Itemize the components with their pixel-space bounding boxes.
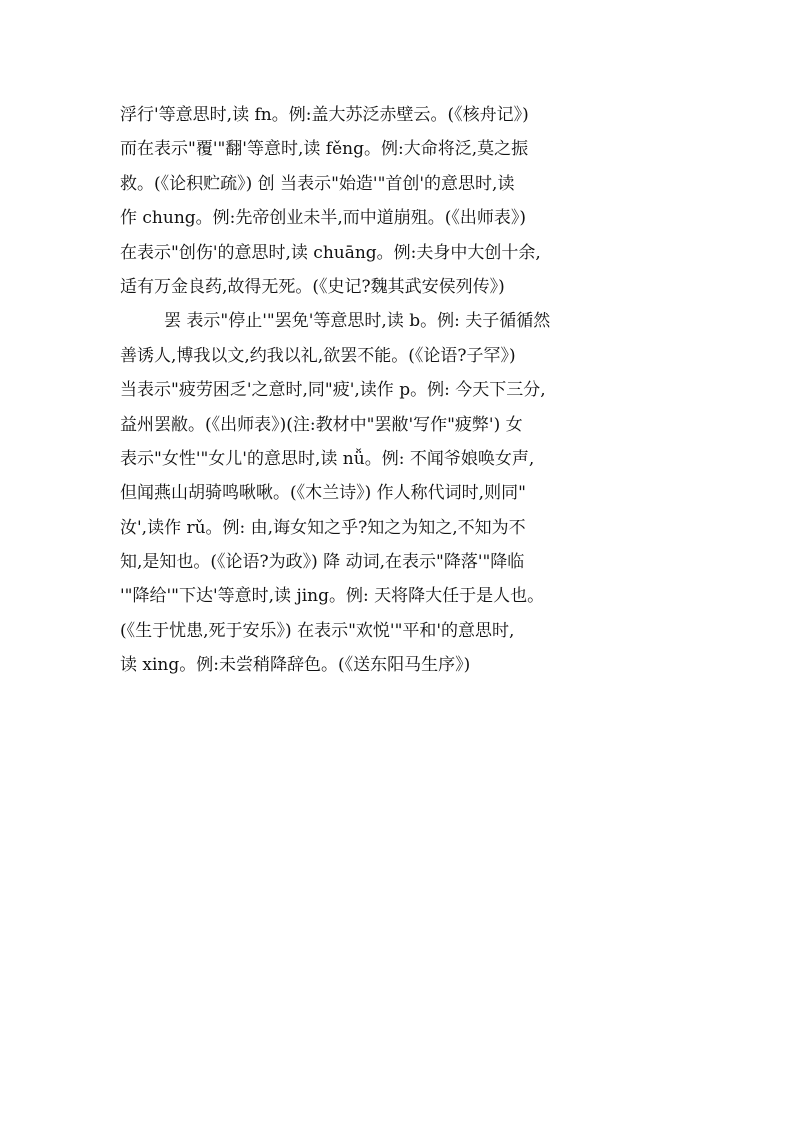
body-text [120,98,700,683]
text-line: '"降给'"下达'等意时,读 jing。例: 天将降大任于是人也。 [120,586,545,607]
text-line: 汝',读作 rǔ。例: 由,诲女知之乎?知之为知之,不知为不 [120,517,526,538]
text-line: 善诱人,博我以文,约我以礼,欲罢不能。(《论语?子罕》) [120,345,516,366]
text-line: 表示"女性'"女儿'的意思时,读 nǚ。例: 不闻爷娘唤女声, [120,448,535,469]
text-line: 知,是知也。(《论语?为政》) 降 动词,在表示"降落'"降临 [120,552,525,573]
text-line: 益州罢敝。(《出师表》)(注:教材中"罢敝'写作"疲弊') 女 [120,414,523,435]
text-line: 作 chung。例:先帝创业未半,而中道崩殂。(《出师表》) [120,208,527,229]
text-line: 救。(《论积贮疏》) 创 当表示"始造'"首创'的意思时,读 [120,173,515,194]
text-line: 而在表示"覆'"翻'等意时,读 fěng。例:大命将泛,莫之振 [120,139,529,160]
text-line: 适有万金良药,故得无死。(《史记?魏其武安侯列传》) [120,276,505,297]
text-line: 但闻燕山胡骑鸣啾啾。(《木兰诗》) 作人称代词时,则同" [120,483,526,504]
paragraph-start-line: 罢 表示"停止'"罢免'等意思时,读 b。例: 夫子循循然 [164,311,551,332]
text-line: 读 xing。例:未尝稍降辞色。(《送东阳马生序》) [120,655,471,676]
text-line: 浮行'等意思时,读 fn。例:盖大苏泛赤壁云。(《核舟记》) [120,105,529,125]
text-line: (《生于忧患,死于安乐》) 在表示"欢悦'"平和'的意思时, [120,620,515,641]
text-line: 当表示"疲劳困乏'之意时,同"疲',读作 p。例: 今天下三分, [120,380,546,401]
text-line: 在表示"创伤'的意思时,读 chuāng。例:夫身中大创十余, [120,242,541,263]
